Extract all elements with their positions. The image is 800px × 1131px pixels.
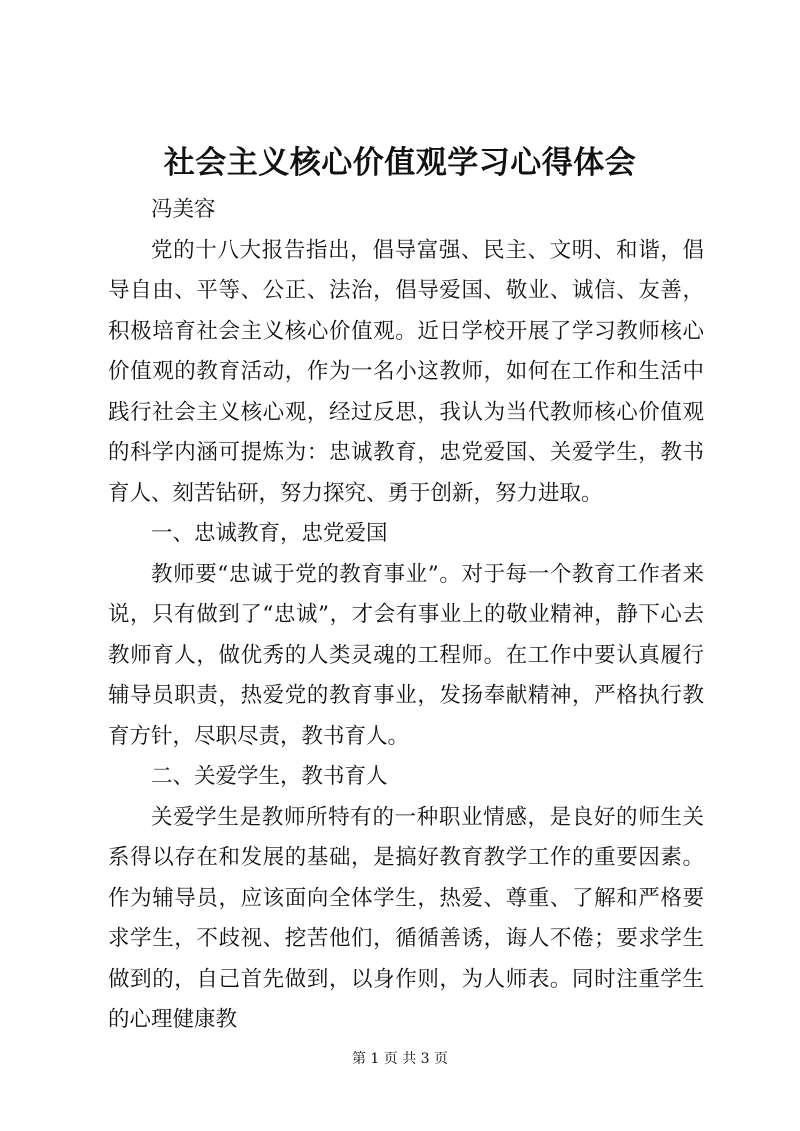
document-body [108, 190, 704, 1041]
document-title: 社会主义核心价值观学习心得体会 [163, 145, 637, 181]
author-line: 冯美容 [151, 197, 216, 222]
section-heading-1: 一、忠诚教育，忠党爱国 [151, 521, 388, 546]
paragraph-section-2: 关爱学生是教师所特有的一种职业情感，是良好的师生关系得以存在和发展的基础，是搞好教育教学工作的重要因素。作为辅导员，应该面向全体学生，热爱、尊重、了解和严格要求学生，不歧视、挖苦他们，循循善诱，诲人不倦；要求学生做到的，自己首先做到，以身作则，为人师表。同时注重学生的心理健康教 [108, 804, 704, 1032]
page-number-info: 第 1 页 共 3 页 [351, 1051, 449, 1067]
paragraph-section-1: 教师要“忠诚于党的教育事业”。对于每一个教育工作者来说，只有做到了“忠诚”，才会有事业上的敬业精神，静下心去教师育人，做优秀的人类灵魂的工程师。在工作中要认真履行辅导员职责，热爱党的教育事业，发扬奉献精神，严格执行教育方针，尽职尽责，教书育人。 [108, 561, 704, 749]
section-heading-2: 二、关爱学生，教书育人 [151, 764, 388, 789]
paragraph-intro: 党的十八大报告指出，倡导富强、民主、文明、和谐，倡导自由、平等、公正、法治，倡导爱国、敬业、诚信、友善，积极培育社会主义核心价值观。近日学校开展了学习教师核心价值观的教育活动，作为一名小这教师，如何在工作和生活中践行社会主义核心观，经过反思，我认为当代教师核心价值观的科学内涵可提炼为：忠诚教育，忠党爱国、关爱学生，教书育人、刻苦钻研，努力探究、勇于创新，努力进取。 [108, 237, 704, 506]
page-footer [0, 1049, 800, 1069]
